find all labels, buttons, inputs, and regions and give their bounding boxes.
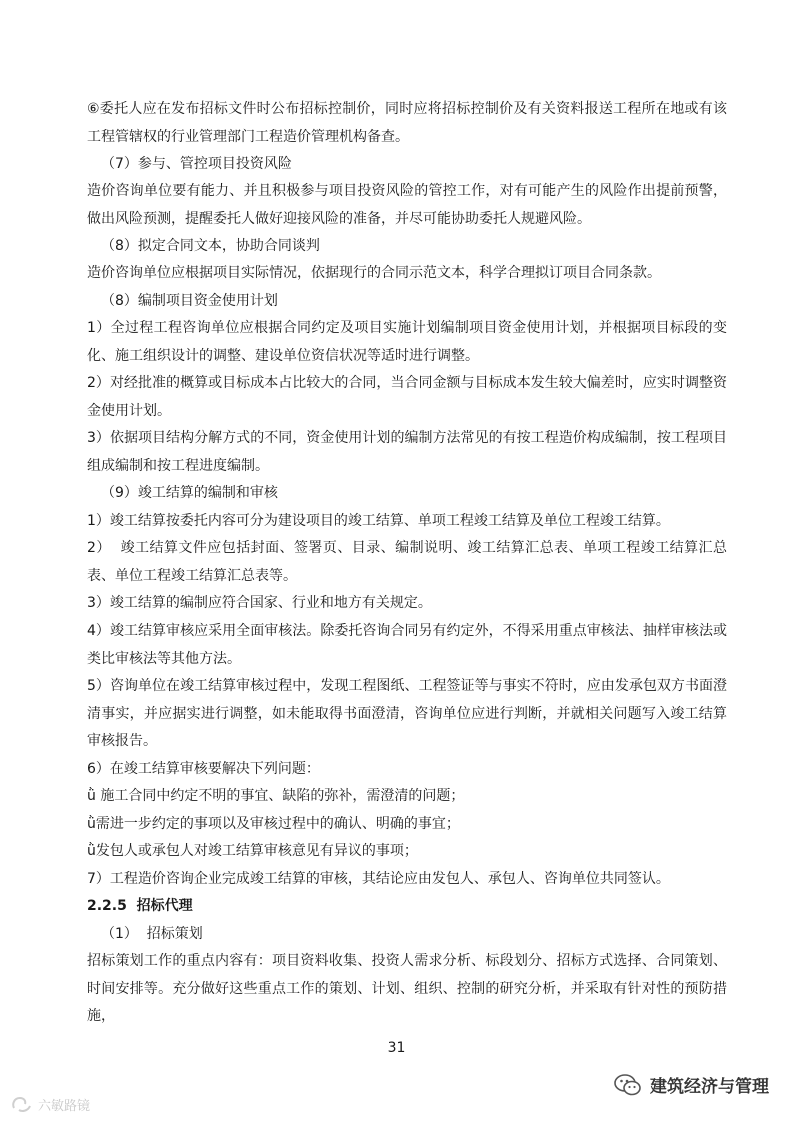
paragraph-fund-plan-1: 1）全过程工程咨询单位应根据合同约定及项目实施计划编制项目资金使用计划，并根据项目标段的变化、施工组织设计的调整、建设单位资信状况等适时进行调整。 xyxy=(87,320,727,364)
wechat-watermark xyxy=(614,1072,769,1097)
site-watermark xyxy=(10,1094,90,1114)
paragraph-investment-risk: 造价咨询单位要有能力、并且积极参与项目投资风险的管控工作，对有可能产生的风险作出提前预警，做出风险预测，提醒委托人做好迎接风险的准备，并尽可能协助委托人规避风险。 xyxy=(87,183,727,227)
heading-bidding-planning: （1） 招标策划 xyxy=(101,926,203,942)
heading-investment-risk: （7）参与、管控项目投资风险 xyxy=(101,156,292,172)
site-watermark-text: 六敏路镜 xyxy=(38,1098,91,1114)
heading-final-settlement: （9）竣工结算的编制和审核 xyxy=(101,485,278,501)
heading-contract-text: （8）拟定合同文本，协助合同谈判 xyxy=(101,238,320,254)
section-heading-bidding-agency: 2.2.5 招标代理 xyxy=(87,898,193,914)
wechat-account-name: 建筑经济与管理 xyxy=(650,1077,769,1097)
wechat-icon xyxy=(614,1073,642,1097)
site-logo-icon xyxy=(10,1094,34,1114)
paragraph-settlement-1: 1）竣工结算按委托内容可分为建设项目的竣工结算、单项工程竣工结算及单位工程竣工结算。 xyxy=(87,513,670,529)
heading-fund-plan: （8）编制项目资金使用计划 xyxy=(101,293,278,309)
paragraph-fund-plan-3: 3）依据项目结构分解方式的不同，资金使用计划的编制方法常见的有按工程造价构成编制，按工程项目组成编制和按工程进度编制。 xyxy=(87,430,727,474)
paragraph-settlement-3: 3）竣工结算的编制应符合国家、行业和地方有关规定。 xyxy=(87,595,432,611)
paragraph-bidding-planning: 招标策划工作的重点内容有：项目资料收集、投资人需求分析、标段划分、招标方式选择、合同策划、时间安排等。充分做好这些重点工作的策划、计划、组织、控制的研究分析，并采取有针对性的预防措施， xyxy=(87,953,727,1024)
paragraph-control-price: ⑥委托人应在发布招标文件时公布招标控制价，同时应将招标控制价及有关资料报送工程所在地或有该工程管辖权的行业管理部门工程造价管理机构备查。 xyxy=(87,101,727,145)
page-number: 31 xyxy=(387,1040,406,1056)
paragraph-contract-text: 造价咨询单位应根据项目实际情况，依据现行的合同示范文本，科学合理拟订项目合同条款。 xyxy=(87,265,661,281)
bullet-item-1: ǜ 施工合同中约定不明的事宜、缺陷的弥补，需澄清的问题； xyxy=(87,788,465,804)
paragraph-settlement-7: 7）工程造价咨询企业完成竣工结算的审核，其结论应由发包人、承包人、咨询单位共同签认。 xyxy=(87,871,670,887)
bullet-item-3: ǜ发包人或承包人对竣工结算审核意见有异议的事项； xyxy=(87,843,418,859)
bullet-item-2: ǜ需进一步约定的事项以及审核过程中的确认、明确的事宜； xyxy=(87,816,460,832)
paragraph-settlement-5: 5）咨询单位在竣工结算审核过程中，发现工程图纸、工程签证等与事实不符时，应由发承包双方书面澄清事实，并应据实进行调整，如未能取得书面澄清，咨询单位应进行判断，并就相关问题写入竣工结算审核报告。 xyxy=(87,678,727,749)
paragraph-settlement-2: 2） 竣工结算文件应包括封面、签署页、目录、编制说明、竣工结算汇总表、单项工程竣工结算汇总表、单位工程竣工结算汇总表等。 xyxy=(87,540,727,584)
paragraph-settlement-6: 6）在竣工结算审核要解决下列问题： xyxy=(87,761,320,777)
paragraph-fund-plan-2: 2）对经批准的概算或目标成本占比较大的合同，当合同金额与目标成本发生较大偏差时，应实时调整资金使用计划。 xyxy=(87,375,727,419)
paragraph-settlement-4: 4）竣工结算审核应采用全面审核法。除委托咨询合同另有约定外，不得采用重点审核法、抽样审核法或类比审核法等其他方法。 xyxy=(87,623,727,667)
